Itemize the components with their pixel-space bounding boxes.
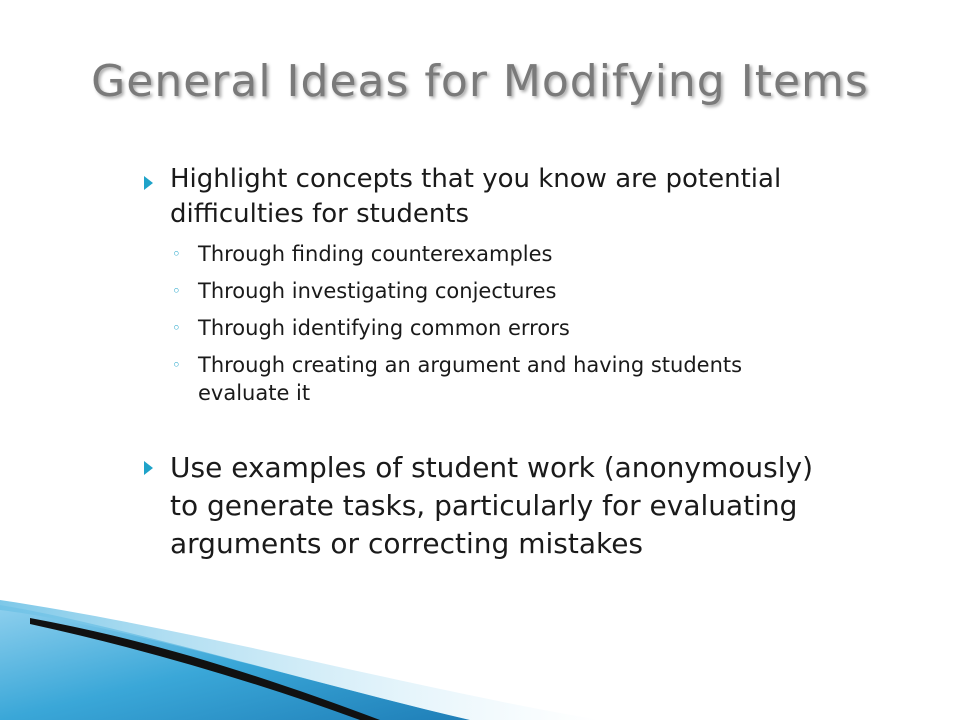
sub-bullet-item bbox=[170, 351, 840, 407]
sub-bullet-text: Through identifying common errors bbox=[198, 316, 570, 340]
bullet-text: Highlight concepts that you know are potential difficulties for students bbox=[170, 164, 782, 229]
sub-bullet-list bbox=[170, 240, 840, 407]
sub-bullet-text: Through creating an argument and having students evaluate it bbox=[198, 353, 743, 405]
slide-title: General Ideas for Modifying Items bbox=[91, 56, 869, 107]
sub-bullet-item bbox=[170, 277, 840, 305]
bullet-item bbox=[140, 162, 840, 407]
slide-content bbox=[140, 162, 840, 563]
ring-icon: ◦ bbox=[172, 245, 181, 263]
ring-icon: ◦ bbox=[172, 319, 181, 337]
bullet-item bbox=[140, 449, 840, 563]
ring-icon: ◦ bbox=[172, 282, 181, 300]
sub-bullet-text: Through finding counterexamples bbox=[198, 242, 553, 266]
ring-icon: ◦ bbox=[172, 356, 181, 374]
bullet-text: Use examples of student work (anonymously) to generate tasks, particularly for evaluating arguments or correcting mistakes bbox=[170, 451, 813, 560]
sub-bullet-text: Through investigating conjectures bbox=[198, 279, 557, 303]
triangle-right-icon bbox=[144, 461, 153, 475]
triangle-right-icon bbox=[144, 176, 153, 190]
sub-bullet-item bbox=[170, 314, 840, 342]
sub-bullet-item bbox=[170, 240, 840, 268]
